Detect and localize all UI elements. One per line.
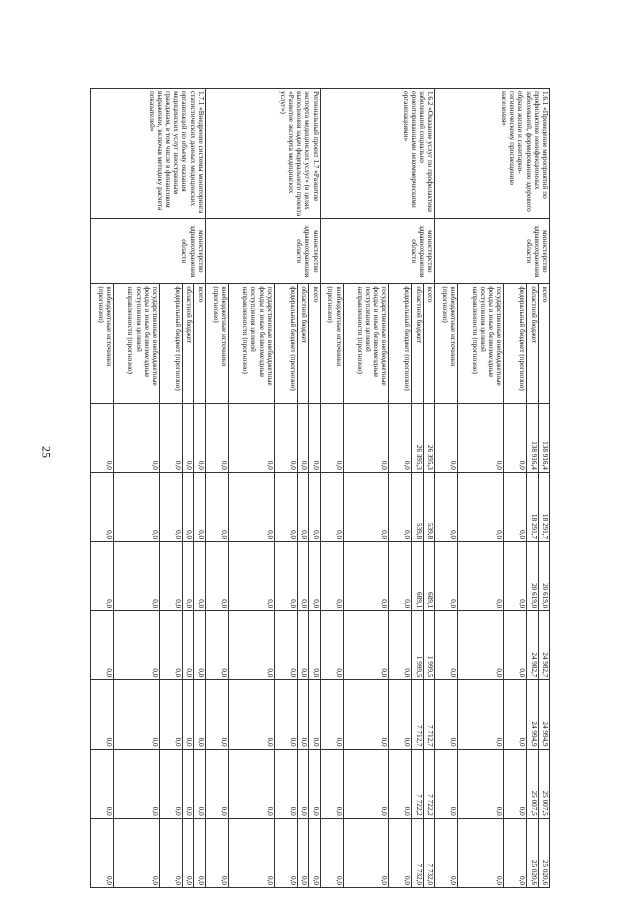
amount-cell: 0,0 xyxy=(309,818,320,887)
amount-cell: 0,0 xyxy=(205,611,228,680)
funding-source-cell: федеральный бюджет (прогнозно) xyxy=(160,284,183,403)
amount-cell: 18 291,7 xyxy=(538,472,549,541)
amount-cell: 0,0 xyxy=(194,611,205,680)
amount-cell: 0,0 xyxy=(389,403,412,472)
amount-cell: 0,0 xyxy=(435,749,458,818)
funding-source-cell: государственные внебюджетные фонды и иные безвозмездные поступления целевой направленности (прогнозно) xyxy=(228,284,274,403)
amount-cell: 0,0 xyxy=(343,542,389,611)
amount-cell: 0,0 xyxy=(182,403,193,472)
amount-cell: 0,0 xyxy=(389,542,412,611)
amount-cell: 0,0 xyxy=(274,818,297,887)
amount-cell: 539,8 xyxy=(412,472,423,541)
executor-cell: министерство здравоохранения области xyxy=(205,219,320,284)
funding-source-cell: государственные внебюджетные фонды и иные безвозмездные поступления целевой направленности (прогнозно) xyxy=(114,284,160,403)
amount-cell: 0,0 xyxy=(309,403,320,472)
amount-cell: 0,0 xyxy=(228,611,274,680)
amount-cell: 138 916,4 xyxy=(527,403,538,472)
amount-cell: 689,1 xyxy=(412,542,423,611)
amount-cell: 0,0 xyxy=(320,749,343,818)
amount-cell: 7 732,0 xyxy=(412,818,423,887)
amount-cell: 0,0 xyxy=(297,611,308,680)
amount-cell: 26 395,3 xyxy=(423,403,434,472)
amount-cell: 7 722,2 xyxy=(423,749,434,818)
amount-cell: 0,0 xyxy=(504,680,527,749)
amount-cell: 0,0 xyxy=(389,749,412,818)
amount-cell: 18 291,7 xyxy=(527,472,538,541)
table-row xyxy=(538,89,549,888)
amount-cell: 7 732,0 xyxy=(423,818,434,887)
amount-cell: 0,0 xyxy=(504,403,527,472)
amount-cell: 26 395,3 xyxy=(412,403,423,472)
amount-cell: 0,0 xyxy=(504,749,527,818)
funding-source-cell: государственные внебюджетные фонды и иные безвозмездные поступления целевой направленности (прогнозно) xyxy=(458,284,504,403)
amount-cell: 0,0 xyxy=(182,472,193,541)
amount-cell: 0,0 xyxy=(205,403,228,472)
amount-cell: 0,0 xyxy=(309,749,320,818)
measure-name-cell: Региональный проект 1.7 «Развитие экспорта медицинских услуг» (в целях выполнения задач федерального проекта «Развитие экспорта медицинских услуг») xyxy=(205,89,320,219)
amount-cell: 0,0 xyxy=(320,680,343,749)
amount-cell: 1 999,5 xyxy=(423,611,434,680)
funding-source-cell: государственные внебюджетные фонды и иные безвозмездные поступления целевой направленности (прогнозно) xyxy=(343,284,389,403)
amount-cell: 0,0 xyxy=(309,680,320,749)
amount-cell: 0,0 xyxy=(297,403,308,472)
funding-source-cell: всего xyxy=(423,284,434,403)
amount-cell: 20 619,0 xyxy=(527,542,538,611)
amount-cell: 0,0 xyxy=(297,749,308,818)
amount-cell: 0,0 xyxy=(91,472,114,541)
amount-cell: 0,0 xyxy=(435,542,458,611)
amount-cell: 0,0 xyxy=(194,403,205,472)
amount-cell: 0,0 xyxy=(458,472,504,541)
amount-cell: 24 982,7 xyxy=(527,611,538,680)
amount-cell: 0,0 xyxy=(504,542,527,611)
amount-cell: 0,0 xyxy=(194,472,205,541)
amount-cell: 0,0 xyxy=(91,749,114,818)
amount-cell: 0,0 xyxy=(205,749,228,818)
amount-cell: 0,0 xyxy=(343,403,389,472)
amount-cell: 0,0 xyxy=(458,680,504,749)
amount-cell: 0,0 xyxy=(309,611,320,680)
amount-cell: 0,0 xyxy=(297,472,308,541)
amount-cell: 24 994,9 xyxy=(527,680,538,749)
amount-cell: 0,0 xyxy=(435,611,458,680)
amount-cell: 0,0 xyxy=(114,749,160,818)
amount-cell: 0,0 xyxy=(343,611,389,680)
amount-cell: 0,0 xyxy=(182,680,193,749)
amount-cell: 0,0 xyxy=(91,818,114,887)
amount-cell: 0,0 xyxy=(274,542,297,611)
amount-cell: 25 020,6 xyxy=(527,818,538,887)
amount-cell: 0,0 xyxy=(228,403,274,472)
amount-cell: 0,0 xyxy=(114,542,160,611)
funding-source-cell: всего xyxy=(538,284,549,403)
funding-source-cell: областной бюджет xyxy=(527,284,538,403)
executor-cell: министерство здравоохранения области xyxy=(435,219,550,284)
amount-cell: 0,0 xyxy=(389,818,412,887)
funding-source-cell: федеральный бюджет (прогнозно) xyxy=(274,284,297,403)
amount-cell: 0,0 xyxy=(228,749,274,818)
amount-cell: 0,0 xyxy=(435,403,458,472)
amount-cell: 539,8 xyxy=(423,472,434,541)
amount-cell: 0,0 xyxy=(160,749,183,818)
amount-cell: 7 712,7 xyxy=(423,680,434,749)
amount-cell: 0,0 xyxy=(309,472,320,541)
amount-cell: 0,0 xyxy=(182,611,193,680)
rotated-table-container xyxy=(90,88,550,888)
amount-cell: 0,0 xyxy=(228,680,274,749)
amount-cell: 0,0 xyxy=(160,680,183,749)
funding-source-cell: всего xyxy=(309,284,320,403)
amount-cell: 0,0 xyxy=(114,472,160,541)
funding-source-cell: областной бюджет xyxy=(297,284,308,403)
amount-cell: 0,0 xyxy=(205,542,228,611)
amount-cell: 0,0 xyxy=(297,542,308,611)
amount-cell: 0,0 xyxy=(389,611,412,680)
amount-cell: 0,0 xyxy=(182,818,193,887)
amount-cell: 0,0 xyxy=(194,818,205,887)
amount-cell: 25 007,5 xyxy=(538,749,549,818)
amount-cell: 0,0 xyxy=(309,542,320,611)
funding-source-cell: всего xyxy=(194,284,205,403)
measure-name-cell: 1.6.2 «Оказание услуг по профилактике заболеваний социально ориентированными некоммерческими организациями» xyxy=(320,89,435,219)
table-row xyxy=(194,89,205,888)
amount-cell: 689,1 xyxy=(423,542,434,611)
amount-cell: 0,0 xyxy=(274,403,297,472)
amount-cell: 0,0 xyxy=(389,472,412,541)
amount-cell: 25 020,6 xyxy=(538,818,549,887)
amount-cell: 0,0 xyxy=(91,403,114,472)
amount-cell: 7 722,2 xyxy=(412,749,423,818)
amount-cell: 0,0 xyxy=(297,680,308,749)
amount-cell: 0,0 xyxy=(194,542,205,611)
amount-cell: 0,0 xyxy=(91,611,114,680)
amount-cell: 0,0 xyxy=(160,403,183,472)
funding-source-cell: внебюджетные источники (прогнозно) xyxy=(91,284,114,403)
amount-cell: 0,0 xyxy=(205,680,228,749)
amount-cell: 0,0 xyxy=(320,542,343,611)
amount-cell: 0,0 xyxy=(458,749,504,818)
amount-cell: 24 982,7 xyxy=(538,611,549,680)
amount-cell: 24 994,9 xyxy=(538,680,549,749)
amount-cell: 7 712,7 xyxy=(412,680,423,749)
amount-cell: 0,0 xyxy=(160,472,183,541)
funding-source-cell: федеральный бюджет (прогнозно) xyxy=(504,284,527,403)
amount-cell: 0,0 xyxy=(297,818,308,887)
funding-table xyxy=(90,88,550,888)
amount-cell: 0,0 xyxy=(504,611,527,680)
amount-cell: 0,0 xyxy=(114,680,160,749)
amount-cell: 138 916,4 xyxy=(538,403,549,472)
amount-cell: 0,0 xyxy=(205,472,228,541)
amount-cell: 0,0 xyxy=(194,749,205,818)
amount-cell: 0,0 xyxy=(160,818,183,887)
executor-cell: министерство здравоохранения области xyxy=(320,219,435,284)
amount-cell: 0,0 xyxy=(343,680,389,749)
amount-cell: 0,0 xyxy=(274,611,297,680)
funding-source-cell: внебюджетные источники (прогнозно) xyxy=(205,284,228,403)
amount-cell: 0,0 xyxy=(320,611,343,680)
amount-cell: 0,0 xyxy=(389,680,412,749)
amount-cell: 0,0 xyxy=(91,542,114,611)
funding-source-cell: внебюджетные источники (прогнозно) xyxy=(435,284,458,403)
amount-cell: 0,0 xyxy=(228,542,274,611)
amount-cell: 0,0 xyxy=(228,818,274,887)
amount-cell: 0,0 xyxy=(91,680,114,749)
funding-source-cell: внебюджетные источники (прогнозно) xyxy=(320,284,343,403)
amount-cell: 0,0 xyxy=(504,818,527,887)
amount-cell: 0,0 xyxy=(182,542,193,611)
amount-cell: 0,0 xyxy=(458,403,504,472)
measure-name-cell: 1.7.1 «Внедрение системы мониторинга статистических данных медицинских организаций по объему оказания медицинских услуг иностранным гражданам, в том числе в финансовом выражении, включая методику расчета показателей» xyxy=(91,89,206,219)
amount-cell: 0,0 xyxy=(274,749,297,818)
amount-cell: 0,0 xyxy=(458,542,504,611)
amount-cell: 0,0 xyxy=(343,472,389,541)
amount-cell: 0,0 xyxy=(343,818,389,887)
amount-cell: 0,0 xyxy=(114,403,160,472)
amount-cell: 0,0 xyxy=(160,611,183,680)
funding-source-cell: федеральный бюджет (прогнозно) xyxy=(389,284,412,403)
amount-cell: 0,0 xyxy=(182,749,193,818)
amount-cell: 0,0 xyxy=(435,472,458,541)
amount-cell: 0,0 xyxy=(435,818,458,887)
measure-name-cell: 1.6.1 «Проведение мероприятий по профилактике неинфекционных заболеваний, формированию здорового образа жизни и санитарно-гигиеническому просвещению населения» xyxy=(435,89,550,219)
amount-cell: 0,0 xyxy=(114,818,160,887)
amount-cell: 0,0 xyxy=(274,472,297,541)
amount-cell: 0,0 xyxy=(274,680,297,749)
amount-cell: 0,0 xyxy=(458,818,504,887)
amount-cell: 0,0 xyxy=(320,818,343,887)
amount-cell: 0,0 xyxy=(435,680,458,749)
funding-source-cell: областной бюджет xyxy=(412,284,423,403)
page-number: 25 xyxy=(39,446,54,458)
executor-cell: министерство здравоохранения области xyxy=(91,219,206,284)
amount-cell: 0,0 xyxy=(458,611,504,680)
table-row xyxy=(423,89,434,888)
amount-cell: 0,0 xyxy=(320,403,343,472)
amount-cell: 0,0 xyxy=(504,472,527,541)
amount-cell: 0,0 xyxy=(194,680,205,749)
amount-cell: 0,0 xyxy=(343,749,389,818)
table-row xyxy=(309,89,320,888)
amount-cell: 0,0 xyxy=(320,472,343,541)
amount-cell: 20 619,0 xyxy=(538,542,549,611)
amount-cell: 0,0 xyxy=(160,542,183,611)
amount-cell: 25 007,5 xyxy=(527,749,538,818)
amount-cell: 1 999,5 xyxy=(412,611,423,680)
amount-cell: 0,0 xyxy=(205,818,228,887)
funding-source-cell: областной бюджет xyxy=(182,284,193,403)
amount-cell: 0,0 xyxy=(228,472,274,541)
amount-cell: 0,0 xyxy=(114,611,160,680)
